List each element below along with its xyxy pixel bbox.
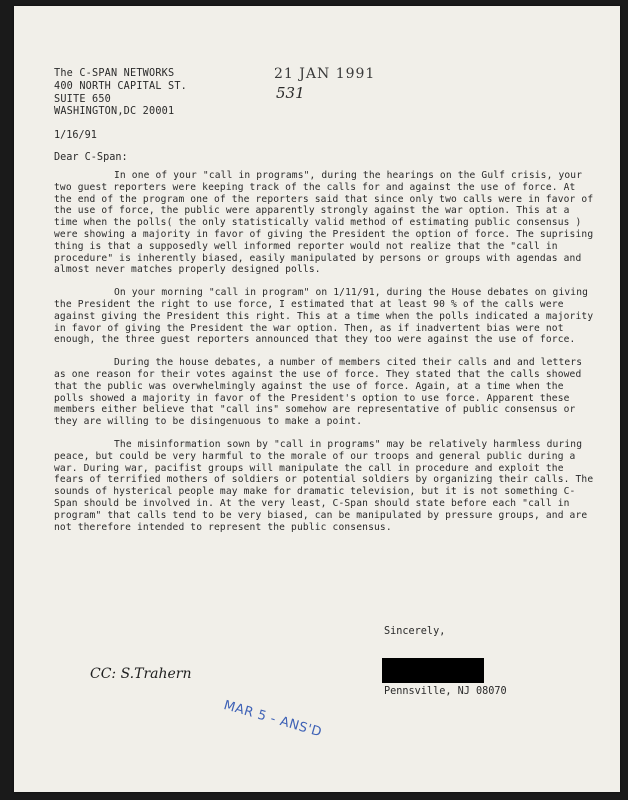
answered-stamp: MAR 5 - ANS'D — [221, 698, 324, 741]
letter-body — [54, 170, 594, 544]
letter-page — [14, 6, 620, 792]
letter-date: 1/16/91 — [54, 130, 97, 141]
body-paragraph: On your morning "call in program" on 1/11/91, during the House debates on giving the President the right to use force, I estimated that at least 90 % of the calls were against giving the President this right. This at a time when the polls indicated a majority in favor of giving the President the war option. Then, as if inadvertent bias were not enough, the three guest reporters announced that they too were against the use of force. — [54, 287, 594, 346]
address-line: The C-SPAN NETWORKS — [54, 68, 175, 79]
redacted-signature — [382, 658, 484, 683]
address-line: 400 NORTH CAPITAL ST. — [54, 80, 188, 92]
received-date-stamp: 21 JAN 1991 — [274, 66, 376, 82]
filing-number-stamp: 531 — [276, 84, 305, 102]
signature-location: Pennsville, NJ 08070 — [384, 686, 507, 697]
body-paragraph: During the house debates, a number of members cited their calls and and letters as one reason for their votes against the use of force. They stated that the calls showed that the public was overwhelmingly against the use of force. Again, at a time when the polls showed a majority in favor of the President's option to use force. Apparent these members either believe that "call ins" somehow are representative of public consensus or they are willing to be disingenuous to make a point. — [54, 357, 583, 428]
address-line: WASHINGTON,DC 20001 — [54, 106, 175, 118]
closing: Sincerely, — [384, 626, 446, 637]
address-line: SUITE 650 — [54, 93, 112, 105]
body-paragraph: In one of your "call in programs", during the hearings on the Gulf crisis, your two guest reporters were keeping track of the calls for and against the use of force. At the end of the program one of the reporters said that since only two calls were in favor of the use of force, the public were apparently strongly against the war option. This at a time when the polls( the only statistically valid method of estimating public consensus ) were showing a majority in favor of giving the President the option of force. The suprising thing is that a supposedly well informed reporter would not realize that the "call in procedure" is inherently biased, easily manipulated by persons or groups with agendas and almost never matches properly designed polls. — [54, 170, 594, 276]
sender-address — [54, 68, 187, 119]
salutation: Dear C-Span: — [54, 152, 128, 163]
body-paragraph: The misinformation sown by "call in programs" may be relatively harmless during peace, but could be very harmful to the morale of our troops and general public during a war. During war, pacifist groups will manipulate the call in procedure and exploit the fears of terrified mothers of soldiers or potential soldiers by organizing their calls. The sounds of hysterical people may make for dramatic television, but it is not something C-Span should be involved in. At the very least, C-Span should state before each "call in program" that calls tend to be very biased, can be manipulated by pressure groups, and are not therefore intended to represent the public consensus. — [54, 438, 594, 533]
cc-note: CC: S.Trahern — [90, 666, 192, 682]
